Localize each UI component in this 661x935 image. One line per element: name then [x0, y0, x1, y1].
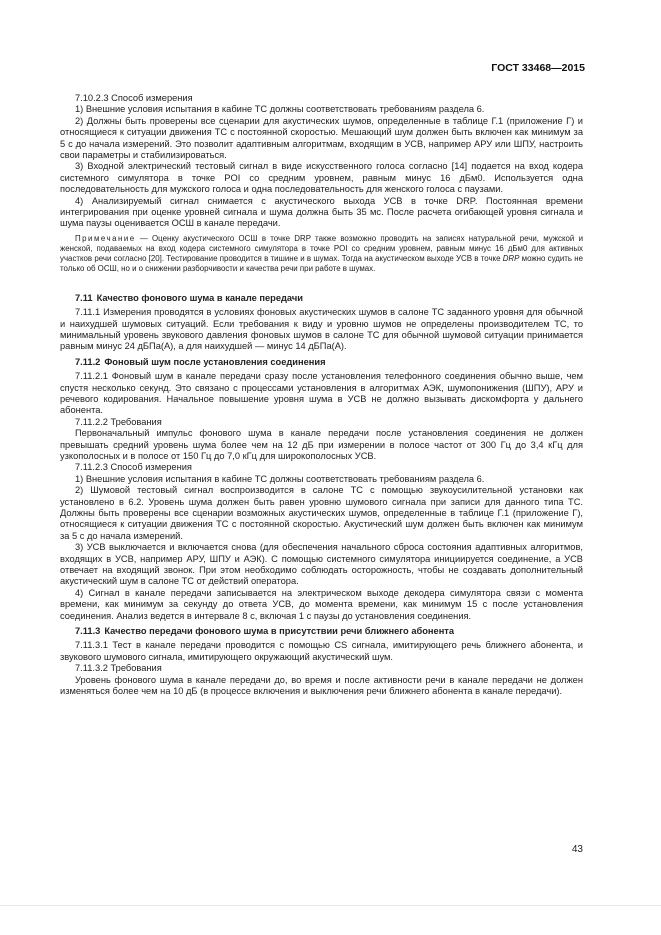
section-number: 7.11.3 [75, 626, 101, 637]
page-content [60, 93, 583, 698]
paragraph: Уровень фонового шума в канале передачи до, во время и после активности речи в канале передачи не должен изменяться более чем на 10 дБ (в процессе включения и выключения речи ближнего абонента в канале передачи). [60, 674, 583, 697]
paragraph: 7.11.1 Измерения проводятся в условиях фоновых акустических шумов в салоне ТС заданного уровня для обычной и наихудшей шумовых ситуаций. Если требования к виду и уровню шумов не определены производителем ТС, то минимальный уровень звукового давления фоновых шумов в салоне ТС для обычной шумовой ситуации принимается равным минус 24 дБПа(А), а для наихудшей — минус 14 дБПа(А). [60, 307, 583, 352]
paragraph: 7.11.2.3 Способ измерения [75, 462, 192, 473]
paragraph: 7.11.3.2 Требования [75, 663, 162, 674]
section-title: Фоновый шум после установления соединения [104, 356, 326, 367]
note [60, 234, 583, 275]
note-text: можно судить не только об ОСШ, но и о снижении разборчивости и качества речи при работе в шумах. [60, 254, 584, 274]
paragraph: 1) Внешние условия испытания в кабине ТС должны соответствовать требованиям раздела 6. [75, 473, 485, 484]
paragraph: Первоначальный импульс фонового шума в канале передачи после установления соединения не должен превышать средний уровень шума более чем на 12 дБ при измерении в полосе частот от 300 Гц до 3,4 кГц для узкополосных и в полосе от 150 Гц до 7,0 кГц для широкополосных УСВ. [60, 428, 583, 461]
note-text: — Оценку акустического ОСШ в точке DRP также возможно проводить на записях натуральной речи, мужской и женской, подаваемых на вход кодера системного симулятора в точке POI со средним уровнем, равным минус 16 дБм0 для активных участков речи согласно [20]. Тестирование проводится в тишине и в шумах. Тогда на акустическом выходе УСВ в точке [60, 233, 583, 264]
paragraph: 7.11.2.1 Фоновый шум в канале передачи сразу после установления телефонного соединения обычно выше, чем спустя несколько секунд. Это связано с процессами установления в алгоритмах АЭК, шумопонижения (ШПУ), АРУ и речевого кодирования. Начальное повышение уровня шума в УСВ не должно вызывать дискомфорта у дальнего абонента. [60, 371, 583, 416]
paragraph: 2) Шумовой тестовый сигнал воспроизводится в салоне ТС с помощью звукоусилительной установки как установлено в 6.2. Уровень шума должен быть равен уровню шумового сигнала при записи для данного типа ТС. Должны быть проверены все сценарии возможных акустических шумов, определенные в таблице Г.1 (приложение Г), относящиеся к ситуации движения ТС с постоянной скоростью. Акустический шум должен быть включен как минимум за 5 с до начала измерений. [60, 485, 583, 541]
paragraph: 4) Анализируемый сигнал снимается с акустического выхода УСВ в точке DRP. Постоянная времени интегрирования при оценке уровней сигнала и шума должна быть 35 мс. После расчета огибающей уровня сигнала и шума паузы оценивается ОСШ в канале передачи. [60, 195, 583, 229]
paragraph: 3) УСВ выключается и включается снова (для обеспечения начального сброса состояния адаптивных алгоритмов, входящих в УСВ, например АРУ, ШПУ и АЭК). С помощью системного симулятора инициируется соединение, а УСВ отвечает на входящий звонок. При этом необходимо соблюдать осторожность, чтобы не создавать дополнительный акустический шум в салоне ТС от действий оператора. [60, 542, 583, 587]
section-title: Качество передачи фонового шума в присутствии речи ближнего абонента [104, 626, 455, 637]
paragraph: 7.10.2.3 Способ измерения [75, 93, 193, 103]
section-heading [60, 626, 583, 637]
paragraph: 7.11.3.1 Тест в канале передачи проводится с помощью CS сигнала, имитирующего речь ближнего абонента, и звукового шумового сигнала, имитирующего окружающий акустический шум. [60, 640, 583, 662]
paragraph: 2) Должны быть проверены все сценарии для акустических шумов, определенные в таблице Г.1 (приложение Г) и относящиеся к ситуации движения ТС с постоянной скоростью. Мешающий шум должен быть включен как минимум за 5 с до начала измерений. Это позволит адаптивным алгоритмам, входящим в УСВ, например АРУ или ШПУ, настроить свои параметры и стабилизироваться. [60, 115, 583, 161]
section-heading [60, 293, 583, 304]
section-number: 7.11 [75, 292, 93, 303]
page-number: 43 [571, 844, 583, 855]
section-heading [60, 357, 583, 368]
section-title: Качество фонового шума в канале передачи [96, 292, 303, 303]
document-id: ГОСТ 33468—2015 [491, 62, 585, 74]
paragraph: 7.11.2.2 Требования [75, 416, 162, 427]
paragraph: 3) Входной электрический тестовый сигнал в виде искусственного голоса согласно [14] подается на вход кодера системного симулятора в точке POI со средним уровнем, равным минус 16 дБм0. Используется одна последовательность для мужского голоса и одна последовательность для женского голоса с паузами. [60, 161, 583, 195]
section-number: 7.11.2 [75, 356, 101, 367]
paragraph: 1) Внешние условия испытания в кабине ТС должны соответствовать требованиям раздела 6. [75, 104, 485, 115]
note-italic: DRP [502, 254, 520, 264]
note-lead: Примечание [75, 233, 136, 243]
bottom-divider [0, 905, 661, 906]
paragraph: 4) Сигнал в канале передачи записывается на электрическом выходе декодера симулятора связи с момента времени, как минимум за секунду до ответа УСВ, до момента времени, как минимум 15 с после установления соединения. Анализ ведется в интервале 8 с, включая 1 с паузы до установления соединения. [60, 587, 583, 621]
